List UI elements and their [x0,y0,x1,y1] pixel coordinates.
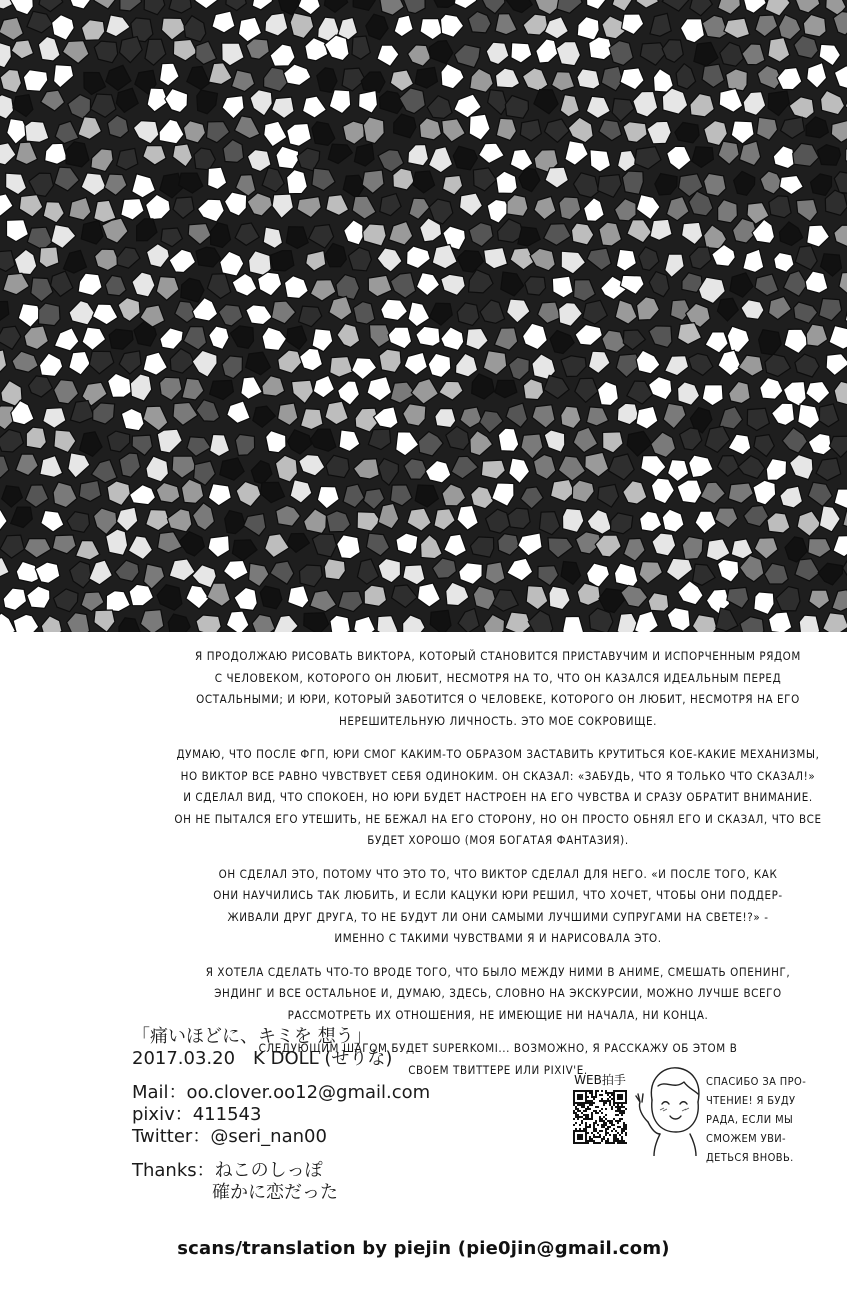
text-line: ОН СДЕЛАЛ ЭТО, ПОТОМУ ЧТО ЭТО ТО, ЧТО ВИКТОР СДЕЛАЛ ДЛЯ НЕГО. «И ПОСЛЕ ТОГО, КАК [218,866,778,881]
web-clap [562,1072,638,1144]
qr-code-icon[interactable] [573,1090,627,1144]
mosaic-tile [39,303,60,326]
afterword-paragraph [168,864,828,950]
mosaic-pattern [0,0,847,632]
mosaic-tile [525,277,546,296]
text-line: ЖИВАЛИ ДРУГ ДРУГА, ТО НЕ БУДУТ ЛИ ОНИ САМЫМИ ЛУЧШИМИ СУПРУГАМИ НА СВЕТЕ!?» - [227,909,769,924]
text-line: НЕРЕШИТЕЛЬНУЮ ЛИЧНОСТЬ. ЭТО МОЕ СОКРОВИЩЕ. [338,713,658,728]
mosaic-tile [682,537,703,560]
text-line: НО ВИКТОР ВСЕ РАВНО ЧУВСТВУЕТ СЕБЯ ОДИНОКИМ. ОН СКАЗАЛ: «ЗАБУДЬ, ЧТО Я ТОЛЬКО ЧТО СКАЗАЛ!» [180,768,816,783]
bubble-line: РАДА, ЕСЛИ МЫ [706,1113,794,1126]
mosaic-tile [523,379,543,400]
afterword-paragraph [168,962,828,1027]
text-line: ДУМАЮ, ЧТО ПОСЛЕ ФГП, ЮРИ СМОГ КАКИМ-ТО ОБРАЗОМ ЗАСТАВИТЬ КРУТИТЬСЯ КОЕ-КАКИЕ МЕХАНИЗМЫ, [176,747,820,761]
mosaic-tile [26,427,46,449]
mosaic-tile [577,69,600,89]
text-line: И СДЕЛАЛ ВИД, ЧТО СПОКОЕН, НО ЮРИ БУДЕТ НАСТРОЕН НА ЕГО ЧУВСТВА И СРАЗУ ОБРАТИТ ВНИМАНИЕ. [183,790,813,804]
mail-contact: Mail：oo.clover.oo12@gmail.com [132,1082,431,1103]
mosaic-tile [353,302,375,325]
scans-credit: scans/translation by piejin (pie0jin@gmail.com) [177,1238,670,1259]
mosaic-tile [622,171,643,194]
mosaic-tile [81,221,103,245]
thanks-line: Thanks：ねこのしっぽ [132,1160,323,1181]
mosaic-tile [271,251,294,271]
afterword-paragraph [168,646,828,732]
text-line: РАССМОТРЕТЬ ИХ ОТНОШЕНИЯ, НЕ ИМЕЮЩИЕ НИ НАЧАЛА, НИ КОНЦА. [287,1007,709,1022]
text-line: С ЧЕЛОВЕКОМ, КОТОРОГО ОН ЛЮБИТ, НЕСМОТРЯ НА ТО, ЧТО ОН КАЗАЛСЯ ИДЕАЛЬНЫМ ПЕРЕД [214,670,782,685]
mosaic-tile [364,585,386,606]
text-line: ОН НЕ ПЫТАЛСЯ ЕГО УТЕШИТЬ, НЕ БЕЖАЛ НА ЕГО СТОРОНУ, НО ОН ПРОСТО ОБНЯЛ ЕГО И СКАЗАЛ, ЧТО ВСЕ [174,811,822,826]
mosaic-tile [726,69,748,91]
thanks-line-2: 確かに恋だった [212,1182,338,1203]
mosaic-tile [94,41,117,63]
mosaic-tile [485,562,505,584]
waving-character-icon [630,1060,712,1156]
twitter-contact: Twitter：@seri_nan00 [132,1126,327,1147]
mosaic-tile [39,247,59,268]
text-line: СЛЕДУЮЩИМ ШАГОМ БУДЕТ SUPERKOMI... ВОЗМОЖНО, Я РАССКАЖУ ОБ ЭТОМ В [258,1041,738,1055]
afterword-paragraph [168,744,828,852]
date-circle: 2017.03.20 K DOLL (せりな) [132,1048,393,1069]
mosaic-tile [379,349,401,372]
text-line: БУДЕТ ХОРОШО (МОЯ БОГАТАЯ ФАНТАЗИЯ). [367,833,629,847]
mosaic-tile [507,195,528,217]
bubble-line: СМОЖЕМ УВИ- [706,1132,787,1145]
mosaic-tile [817,145,840,166]
mosaic-tile [498,428,519,451]
text-line: ОСТАЛЬНЫМИ; И ЮРИ, КОТОРЫЙ ЗАБОТИТСЯ О ЧЕЛОВЕКЕ, КОТОРОГО ОН ЛЮБИТ, НЕСМОТРЯ НА ЕГО [196,692,800,706]
mosaic-tile [435,409,456,428]
qr-label: WEB拍手 [574,1073,626,1087]
mosaic-tile [614,563,638,587]
speech-bubble [706,1072,826,1167]
mosaic-tile [718,200,738,223]
text-line: ИМЕННО С ТАКИМИ ЧУВСТВАМИ Я И НАРИСОВАЛА ЭТО. [334,931,662,945]
mosaic-tile [337,535,361,559]
text-line: Я ПРОДОЛЖАЮ РИСОВАТЬ ВИКТОРА, КОТОРЫЙ СТАНОВИТСЯ ПРИСТАВУЧИМ И ИСПОРЧЕННЫМ РЯДОМ [195,649,801,663]
mosaic-tile [196,615,221,632]
bubble-line: ЧТЕНИЕ! Я БУДУ [706,1094,796,1107]
text-line: Я ХОТЕЛА СДЕЛАТЬ ЧТО-ТО ВРОДЕ ТОГО, ЧТО БЫЛО МЕЖДУ НИМИ В АНИМЕ, СМЕШАТЬ ОПЕНИНГ, [205,964,791,979]
book-title: 「痛いほどに、キミを 想う」 [132,1026,372,1047]
text-line: СВОЕМ ТВИТТЕРЕ ИЛИ PIXIV'Е. [408,1062,588,1077]
mosaic-tile [799,615,820,632]
text-line: ЭНДИНГ И ВСЕ ОСТАЛЬНОЕ И, ДУМАЮ, ЗДЕСЬ, СЛОВНО НА ЭКСКУРСИИ, МОЖНО ЛУЧШЕ ВСЕГО [214,986,782,1000]
bubble-line: СПАСИБО ЗА ПРО- [706,1075,807,1088]
bubble-line: ДЕТЬСЯ ВНОВЬ. [706,1151,794,1164]
mosaic-tile [330,615,351,632]
colophon [132,1026,552,1204]
pixiv-contact: pixiv：411543 [132,1104,262,1125]
text-line: ОНИ НАУЧИЛИСЬ ТАК ЛЮБИТЬ, И ЕСЛИ КАЦУКИ ЮРИ РЕШИЛ, ЧТО ХОЧЕТ, ЧТОБЫ ОНИ ПОДДЕР- [213,888,783,902]
mosaic-tile [260,586,282,609]
